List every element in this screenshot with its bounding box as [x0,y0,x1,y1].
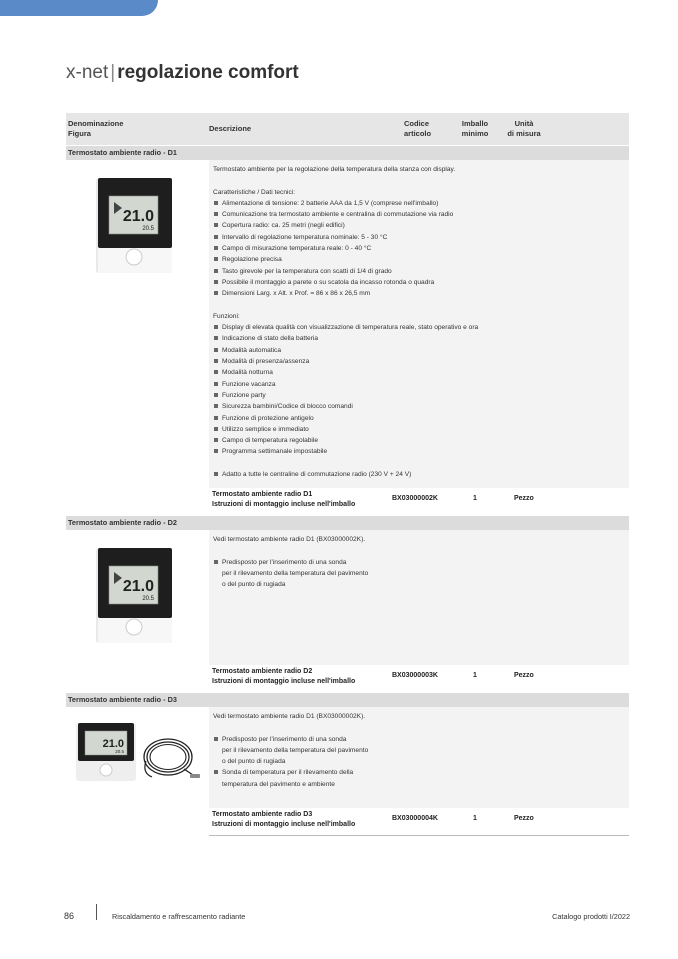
footer-catalog: Catalogo prodotti I/2022 [552,912,630,921]
list-item: Possibile il montaggio a parete o su scatola da incasso rotonda o quadra [213,277,623,288]
header-code-line2: articolo [404,129,432,138]
footer-section: Riscaldamento e raffrescamento radiante [112,912,246,921]
d2-bullet-line2: per il rilevamento della temperatura del pavimento [222,569,369,577]
display-d2-small: 20.5 [142,596,154,602]
order-code-d2: BX03000003K [392,672,438,679]
order-row-d3 [209,805,629,835]
list-item [213,734,623,768]
section-d1 [66,160,629,515]
order-name-d2-line1: Termostato ambiente radio D2 [212,668,313,675]
title-bold: regolazione comfort [117,62,299,83]
order-name-d3 [212,810,355,830]
list-item: Modalità notturna [213,367,623,378]
d1-intro: Termostato ambiente per la regolazione della temperatura della stanza con display. [213,166,456,173]
order-name-d1-line1: Termostato ambiente radio D1 [212,491,313,498]
list-item: Display di elevata qualità con visualizzazione di temperatura reale, stato operativo e ora [213,322,623,333]
order-name-d1-line2: Istruzioni di montaggio incluse nell'imballo [212,501,356,508]
order-code-d3: BX03000004K [392,815,438,822]
order-name-d1 [212,490,355,510]
title-separator: | [110,62,116,83]
list-item: Campo di temperatura regolabile [213,435,623,446]
header-pack-line1: Imballo [461,119,489,128]
order-unit-d1: Pezzo [514,495,534,502]
header-unit-line2: di misura [507,129,541,138]
section-d3 [66,707,629,836]
sensor-cable-icon [144,739,200,778]
list-item: Tasto girevole per la temperatura con scatti di 1/4 di grado [213,266,623,277]
list-item [213,557,623,591]
d3-intro: Vedi termostato ambiente radio D1 (BX03000002K). [213,713,366,720]
list-item: Adatto a tutte le centraline di commutazione radio (230 V + 24 V) [213,469,623,480]
list-item: Regolazione precisa [213,254,623,265]
header-unit [506,119,542,139]
header-pack-line2: minimo [461,129,489,138]
order-row-d2 [209,662,629,692]
order-name-d2-line2: Istruzioni di montaggio incluse nell'imballo [212,678,356,685]
d2-bullet-line3: o del punto di rugiada [222,581,286,589]
list-item [213,767,623,790]
table-header [66,113,629,145]
order-pack-d1: 1 [473,495,477,502]
d1-functions-heading: Funzioni: [213,312,240,320]
d1-specs-heading: Caratteristiche / Dati tecnici: [213,188,296,196]
header-unit-line1: Unità [514,119,534,128]
order-unit-d3: Pezzo [514,815,534,822]
d3-bullet2-line1: Sonda di temperatura per il rilevamento della [222,769,354,777]
list-item: Dimensioni Larg. x Alt. x Prof. = 86 x 86 x 26,5 mm [213,288,623,299]
d1-compat-list [213,469,623,480]
list-item: Programma settimanale impostabile [213,446,623,457]
d2-bullet-line1: Predisposto per l'inserimento di una sonda [222,558,347,566]
d2-list [213,557,623,591]
title-light: x-net [66,62,109,83]
list-item: Funzione party [213,390,623,401]
thermostat-d1-image [66,176,181,279]
header-description: Descrizione [209,124,252,133]
footer-divider [96,904,97,920]
page-title [66,62,299,84]
description-d2 [209,530,629,665]
d3-bullet1-line1: Predisposto per l'inserimento di una sonda [222,735,347,743]
page-footer [62,904,630,924]
thermostat-d3-image [66,721,206,791]
page-number: 86 [64,911,75,921]
display-d3-small: 20.5 [115,749,124,754]
order-unit-d2: Pezzo [514,672,534,679]
header-pack [461,119,489,139]
list-item: Funzione di protezione antigelo [213,413,623,424]
display-d2-big: 21.0 [122,578,154,595]
list-item: Alimentazione di tensione: 2 batterie AAA da 1,5 V (comprese nell'imballo) [213,198,623,209]
d3-bullet1-line2: per il rilevamento della temperatura del pavimento [222,746,369,754]
list-item: Modalità di presenza/assenza [213,356,623,367]
order-code-d1: BX03000002K [392,495,438,502]
section-d2 [66,530,629,692]
description-d1 [209,160,629,488]
header-code-line1: Codice [404,119,430,128]
list-item: Intervallo di regolazione temperatura nominale: 5 - 30 °C [213,232,623,243]
d3-list [213,734,623,790]
order-name-d3-line2: Istruzioni di montaggio incluse nell'imballo [212,821,356,828]
description-d3 [209,707,629,808]
d3-bullet1-line3: o del punto di rugiada [222,758,286,766]
corner-tab [0,0,158,16]
header-name-line2: Figura [68,129,91,138]
header-name-line1: Denominazione [68,119,124,128]
section-bar-d2: Termostato ambiente radio - D2 [66,516,629,530]
d3-bullet2-line2: temperatura del pavimento e ambiente [222,780,335,788]
display-d1-small: 20.5 [142,226,154,232]
d1-specs-list [213,198,623,300]
list-item: Modalità automatica [213,345,623,356]
table-bottom-line [209,835,629,836]
product-table [66,113,629,836]
header-code [404,119,432,139]
order-pack-d2: 1 [473,672,477,679]
order-name-d2 [212,667,355,687]
order-pack-d3: 1 [473,815,477,822]
list-item: Sicurezza bambini/Codice di blocco comandi [213,401,623,412]
thermostat-d2-image [66,546,181,649]
order-name-d3-line1: Termostato ambiente radio D3 [212,811,313,818]
list-item: Campo di misurazione temperatura reale: 0 - 40 °C [213,243,623,254]
display-d1-big: 21.0 [122,208,154,225]
list-item: Comunicazione tra termostato ambiente e centralina di commutazione via radio [213,209,623,220]
d1-functions-list [213,322,623,458]
order-row-d1 [209,485,629,515]
list-item: Funzione vacanza [213,379,623,390]
display-d3-big: 21.0 [102,738,124,750]
list-item: Indicazione di stato della batteria [213,333,623,344]
list-item: Copertura radio: ca. 25 metri (negli edifici) [213,220,623,231]
list-item: Utilizzo semplice e immediato [213,424,623,435]
d2-intro: Vedi termostato ambiente radio D1 (BX03000002K). [213,536,366,543]
section-bar-d3: Termostato ambiente radio - D3 [66,693,629,707]
section-bar-d1: Termostato ambiente radio - D1 [66,146,629,160]
header-name [68,119,123,139]
